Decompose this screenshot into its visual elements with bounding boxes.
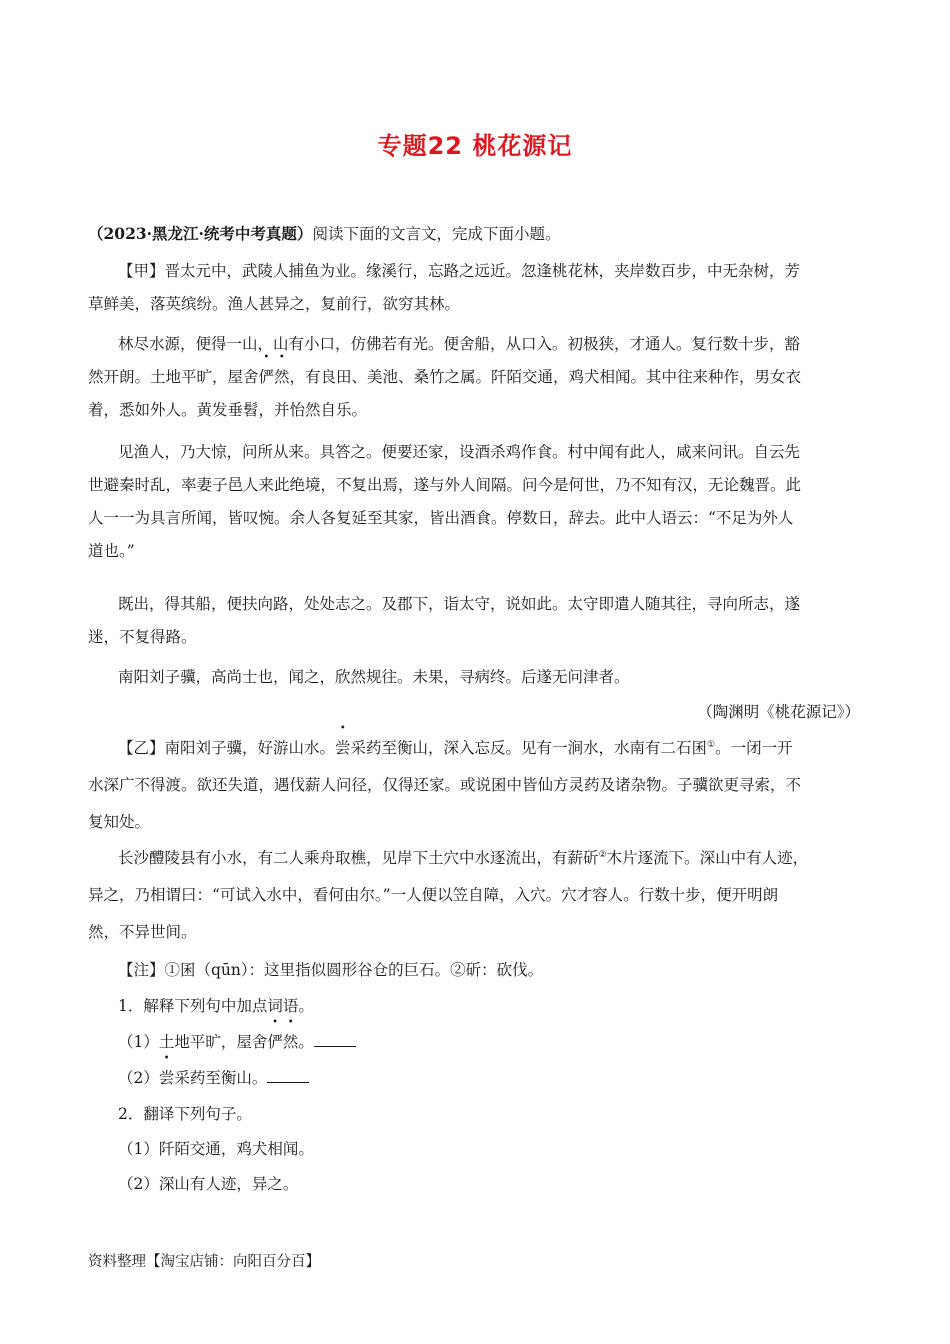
answer-blank[interactable] — [267, 1068, 309, 1083]
jia-p1-line1: 【甲】晋太元中，武陵人捕鱼为业。缘溪行，忘路之远近。忽逢桃花林，夹岸数百步，中无杂树，芳 — [118, 262, 801, 280]
dotted-word: 俨 — [258, 368, 275, 386]
source-tag: （2023·黑龙江·统考中考真题） — [88, 224, 313, 243]
yi-p2-line2: 异之，乃相谓曰：“可试入水中，看何由尔。”一人便以笠自障，入穴。穴才容人。行数十步，便开明朗 — [88, 886, 779, 904]
yi-p2-line1: 长沙醴陵县有小水，有二人乘舟取樵，见岸下土穴中水逐流出，有薪斫②木片逐流下。深山中有人迹， — [118, 849, 809, 867]
attribution: （陶渊明《桃花源记》） — [697, 703, 860, 721]
jia-p4-line1: 既出，得其船，便扶向路，处处志之。及郡下，诣太守，说如此。太守即遣人随其往，寻向所志，遂 — [118, 595, 801, 613]
dotted-word: 尝 — [335, 739, 351, 757]
jia-p3-line3: 人一一为具言所闻，皆叹惋。余人各复延至其家，皆出酒食。停数日，辞去。此中人语云：“不足为外人 — [88, 509, 794, 527]
jia-p3-line2: 世避秦时乱，率妻子邑人来此绝境，不复出焉，遂与外人间隔。问今是何世，乃不知有汉，无论魏晋。此 — [88, 476, 802, 494]
page-title: 专题22 桃花源记 — [377, 132, 573, 160]
jia-p4-line2: 迷，不复得路。 — [88, 628, 197, 646]
jia-p2-line3: 着，悉如外人。黄发垂髫，并怡然自乐。 — [88, 401, 368, 419]
yi-p2-line3: 然，不异世间。 — [88, 923, 197, 941]
question-2-2: （2）深山有人迹，异之。 — [118, 1175, 299, 1193]
yi-p1-line2: 水深广不得渡。欲还失道，遇伐薪人问径，仅得还家。或说囷中皆仙方灵药及诸杂物。子骥欲更寻索，不 — [88, 776, 802, 794]
source-instruction: 阅读下面的文言文，完成下面小题。 — [312, 225, 561, 243]
question-1-1: （1）土地平旷，屋舍俨然。 — [118, 1030, 356, 1054]
jia-p1-line2: 草鲜美，落英缤纷。渔人甚异之，复前行，欲穷其林。 — [88, 295, 461, 313]
jia-p2-line1: 林尽水源，便得一山，山有小口，仿佛若有光。便舍船，从口入。初极狭，才通人。复行数十步，豁 — [118, 335, 801, 353]
source-line — [88, 222, 560, 246]
question-1-2: （2）尝采药至衡山。 — [118, 1066, 309, 1090]
yi-p1-line1: 【乙】南阳刘子骥，好游山水。尝采药至衡山，深入忘反。见有一涧水，水南有二石囷①。一闭一开 — [118, 739, 793, 757]
footer-credit: 资料整理【淘宝店铺：向阳百分百】 — [88, 1254, 320, 1270]
dotted-word: 然 — [282, 1033, 299, 1051]
question-2-1: （1）阡陌交通，鸡犬相闻。 — [118, 1140, 314, 1158]
dotted-word: 尝 — [158, 1069, 175, 1087]
jia-p5-line1: 南阳刘子骥，高尚士也，闻之，欣然规往。未果，寻病终。后遂无问津者。 — [118, 668, 630, 686]
dotted-word: 俨 — [267, 1033, 283, 1051]
dotted-word: 然 — [274, 368, 290, 386]
question-1: 1．解释下列句中加点词语。 — [118, 997, 314, 1015]
jia-p2-line2: 然开朗。土地平旷，屋舍俨然，有良田、美池、桑竹之属。阡陌交通，鸡犬相闻。其中往来种作，男女衣 — [88, 368, 802, 386]
jia-p3-line4: 道也。” — [88, 542, 135, 560]
yi-p1-line3: 复知处。 — [88, 813, 151, 831]
annotation-note: 【注】①囷（qūn）：这里指似圆形谷仓的巨石。②斫：砍伐。 — [118, 961, 544, 979]
jia-p3-line1: 见渔人，乃大惊，问所从来。具答之。便要还家，设酒杀鸡作食。村中闻有此人，咸来问讯。自云先 — [118, 443, 801, 461]
footnote-mark: ① — [707, 739, 716, 750]
answer-blank[interactable] — [314, 1032, 356, 1047]
footnote-mark: ② — [598, 849, 607, 860]
question-2: 2．翻译下列句子。 — [118, 1105, 252, 1123]
